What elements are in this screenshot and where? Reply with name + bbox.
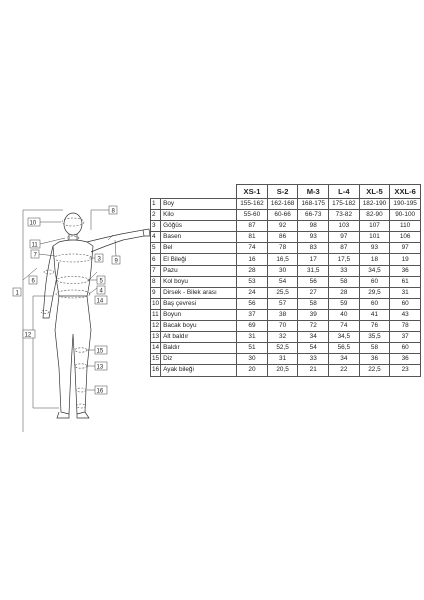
marker-8: 8 <box>111 208 115 215</box>
row-number: 4 <box>151 232 161 243</box>
measurement-value: 34,5 <box>359 265 390 276</box>
size-header-m: M-3 <box>298 185 329 199</box>
marker-16: 16 <box>96 388 104 395</box>
measurement-value: 33 <box>329 265 360 276</box>
row-number: 11 <box>151 309 161 320</box>
measurement-value: 56,5 <box>329 343 360 354</box>
measurement-value: 35,5 <box>359 332 390 343</box>
row-number: 10 <box>151 298 161 309</box>
measurement-label: Kol boyu <box>161 276 237 287</box>
measurement-label: Boy <box>161 199 237 210</box>
marker-4: 4 <box>99 288 103 295</box>
measurement-label: Bacak boyu <box>161 321 237 332</box>
size-header-xs: XS-1 <box>237 185 268 199</box>
measurement-value: 36 <box>359 354 390 365</box>
measurement-label: Bel <box>161 243 237 254</box>
measurement-value: 101 <box>359 232 390 243</box>
row-number: 16 <box>151 365 161 376</box>
measurement-value: 41 <box>359 309 390 320</box>
measurement-value: 53 <box>237 276 268 287</box>
size-header-row <box>151 185 421 199</box>
size-header-xl: XL-5 <box>359 185 390 199</box>
measurement-value: 81 <box>237 232 268 243</box>
measurement-value: 92 <box>267 221 298 232</box>
size-table <box>150 184 421 377</box>
measurement-label: Pazu <box>161 265 237 276</box>
measurement-label: Diz <box>161 354 237 365</box>
table-row <box>151 221 421 232</box>
size-header-s: S-2 <box>267 185 298 199</box>
measurement-value: 93 <box>359 243 390 254</box>
marker-11: 11 <box>31 242 38 249</box>
measurement-value: 21 <box>298 365 329 376</box>
measurement-value: 90-100 <box>390 210 421 221</box>
table-row <box>151 276 421 287</box>
row-number: 8 <box>151 276 161 287</box>
measurement-value: 32 <box>267 332 298 343</box>
marker-12: 12 <box>24 332 32 339</box>
measurement-value: 74 <box>329 321 360 332</box>
measurement-label: Baş çevresi <box>161 298 237 309</box>
measurement-value: 31 <box>267 354 298 365</box>
measurement-value: 57 <box>267 298 298 309</box>
measurement-label: Ayak bileği <box>161 365 237 376</box>
measurement-value: 23 <box>390 365 421 376</box>
measurement-label: Baldır <box>161 343 237 354</box>
measurement-value: 58 <box>359 343 390 354</box>
measurement-value: 107 <box>359 221 390 232</box>
measurement-value: 87 <box>237 221 268 232</box>
measurement-value: 34 <box>298 332 329 343</box>
measurement-value: 168-175 <box>298 199 329 210</box>
measurement-value: 22 <box>329 365 360 376</box>
measurement-label: Dirsek - Bilek arası <box>161 287 237 298</box>
measurement-value: 87 <box>329 243 360 254</box>
measurement-value: 40 <box>329 309 360 320</box>
measurement-value: 30 <box>237 354 268 365</box>
measurement-value: 72 <box>298 321 329 332</box>
measurement-value: 56 <box>298 276 329 287</box>
measurement-value: 27 <box>298 287 329 298</box>
measurement-value: 28 <box>329 287 360 298</box>
measurement-value: 33 <box>298 354 329 365</box>
table-row <box>151 354 421 365</box>
measurement-value: 16,5 <box>267 254 298 265</box>
marker-5: 5 <box>99 278 103 285</box>
row-number: 3 <box>151 221 161 232</box>
table-row <box>151 254 421 265</box>
marker-6: 6 <box>31 278 35 285</box>
row-number: 13 <box>151 332 161 343</box>
row-number: 12 <box>151 321 161 332</box>
marker-15: 15 <box>96 348 104 355</box>
measurement-label: Kilo <box>161 210 237 221</box>
measurement-value: 31 <box>237 332 268 343</box>
table-row <box>151 343 421 354</box>
measurement-value: 16 <box>237 254 268 265</box>
marker-7: 7 <box>33 252 37 259</box>
measurement-value: 37 <box>237 309 268 320</box>
measurement-value: 20,5 <box>267 365 298 376</box>
measurement-value: 60 <box>359 298 390 309</box>
measurement-value: 182-190 <box>359 199 390 210</box>
measurement-label: Boyun <box>161 309 237 320</box>
table-row <box>151 287 421 298</box>
measurement-value: 28 <box>237 265 268 276</box>
measurement-value: 20 <box>237 365 268 376</box>
measurement-value: 18 <box>359 254 390 265</box>
measurement-value: 60 <box>390 343 421 354</box>
measurement-value: 103 <box>329 221 360 232</box>
measurement-value: 60-66 <box>267 210 298 221</box>
measurement-value: 34,5 <box>329 332 360 343</box>
measurement-value: 70 <box>267 321 298 332</box>
measurement-value: 39 <box>298 309 329 320</box>
measurement-value: 19 <box>390 254 421 265</box>
table-row <box>151 210 421 221</box>
measurement-label: Alt baldır <box>161 332 237 343</box>
measurement-value: 93 <box>298 232 329 243</box>
measurement-value: 31 <box>390 287 421 298</box>
measurement-value: 60 <box>390 298 421 309</box>
measurement-value: 17 <box>298 254 329 265</box>
measurement-value: 66-73 <box>298 210 329 221</box>
measurement-label: Basen <box>161 232 237 243</box>
size-header-l: L-4 <box>329 185 360 199</box>
table-row <box>151 243 421 254</box>
size-chart <box>3 148 421 448</box>
measurement-value: 17,5 <box>329 254 360 265</box>
measurement-value: 24 <box>237 287 268 298</box>
row-number: 1 <box>151 199 161 210</box>
measurement-value: 22,5 <box>359 365 390 376</box>
measurement-label: El Bileği <box>161 254 237 265</box>
marker-1: 1 <box>15 290 19 297</box>
measurement-value: 110 <box>390 221 421 232</box>
row-number: 2 <box>151 210 161 221</box>
measurement-value: 162-168 <box>267 199 298 210</box>
measurement-value: 98 <box>298 221 329 232</box>
row-number: 9 <box>151 287 161 298</box>
measurement-value: 78 <box>390 321 421 332</box>
measurement-value: 190-195 <box>390 199 421 210</box>
row-number: 15 <box>151 354 161 365</box>
measurement-value: 86 <box>267 232 298 243</box>
measurement-value: 56 <box>237 298 268 309</box>
row-number: 14 <box>151 343 161 354</box>
row-number: 7 <box>151 265 161 276</box>
measurement-value: 82-90 <box>359 210 390 221</box>
marker-9: 9 <box>114 258 118 265</box>
measurement-value: 58 <box>329 276 360 287</box>
marker-13: 13 <box>96 364 104 371</box>
table-row <box>151 232 421 243</box>
measurement-value: 55-60 <box>237 210 268 221</box>
table-row <box>151 321 421 332</box>
table-row <box>151 309 421 320</box>
marker-10: 10 <box>29 220 37 227</box>
measurement-value: 83 <box>298 243 329 254</box>
measurement-value: 51 <box>237 343 268 354</box>
measurement-value: 59 <box>329 298 360 309</box>
measurement-value: 36 <box>390 354 421 365</box>
body-measurement-figure <box>3 200 153 432</box>
row-number: 5 <box>151 243 161 254</box>
row-number: 6 <box>151 254 161 265</box>
measurement-value: 31,5 <box>298 265 329 276</box>
measurement-value: 60 <box>359 276 390 287</box>
measurement-value: 74 <box>237 243 268 254</box>
header-blank-cell <box>151 185 237 199</box>
measurement-value: 78 <box>267 243 298 254</box>
measurement-value: 54 <box>267 276 298 287</box>
measurement-value: 25,5 <box>267 287 298 298</box>
table-row <box>151 365 421 376</box>
measurement-value: 43 <box>390 309 421 320</box>
measurement-value: 76 <box>359 321 390 332</box>
measurement-value: 54 <box>298 343 329 354</box>
size-table-body <box>151 199 421 377</box>
table-row <box>151 265 421 276</box>
measurement-value: 38 <box>267 309 298 320</box>
table-row <box>151 332 421 343</box>
table-row <box>151 199 421 210</box>
measurement-value: 97 <box>329 232 360 243</box>
measurement-label: Göğüs <box>161 221 237 232</box>
measurement-value: 36 <box>390 265 421 276</box>
measurement-value: 97 <box>390 243 421 254</box>
measurement-value: 52,5 <box>267 343 298 354</box>
marker-3: 3 <box>97 256 101 263</box>
measurement-value: 37 <box>390 332 421 343</box>
size-header-xxl: XXL-6 <box>390 185 421 199</box>
measurement-value: 58 <box>298 298 329 309</box>
measurement-value: 30 <box>267 265 298 276</box>
measurement-value: 34 <box>329 354 360 365</box>
marker-14: 14 <box>96 298 104 305</box>
measurement-value: 175-182 <box>329 199 360 210</box>
table-row <box>151 298 421 309</box>
measurement-value: 69 <box>237 321 268 332</box>
measurement-value: 106 <box>390 232 421 243</box>
measurement-value: 73-82 <box>329 210 360 221</box>
measurement-value: 155-162 <box>237 199 268 210</box>
measurement-value: 61 <box>390 276 421 287</box>
measurement-value: 29,5 <box>359 287 390 298</box>
